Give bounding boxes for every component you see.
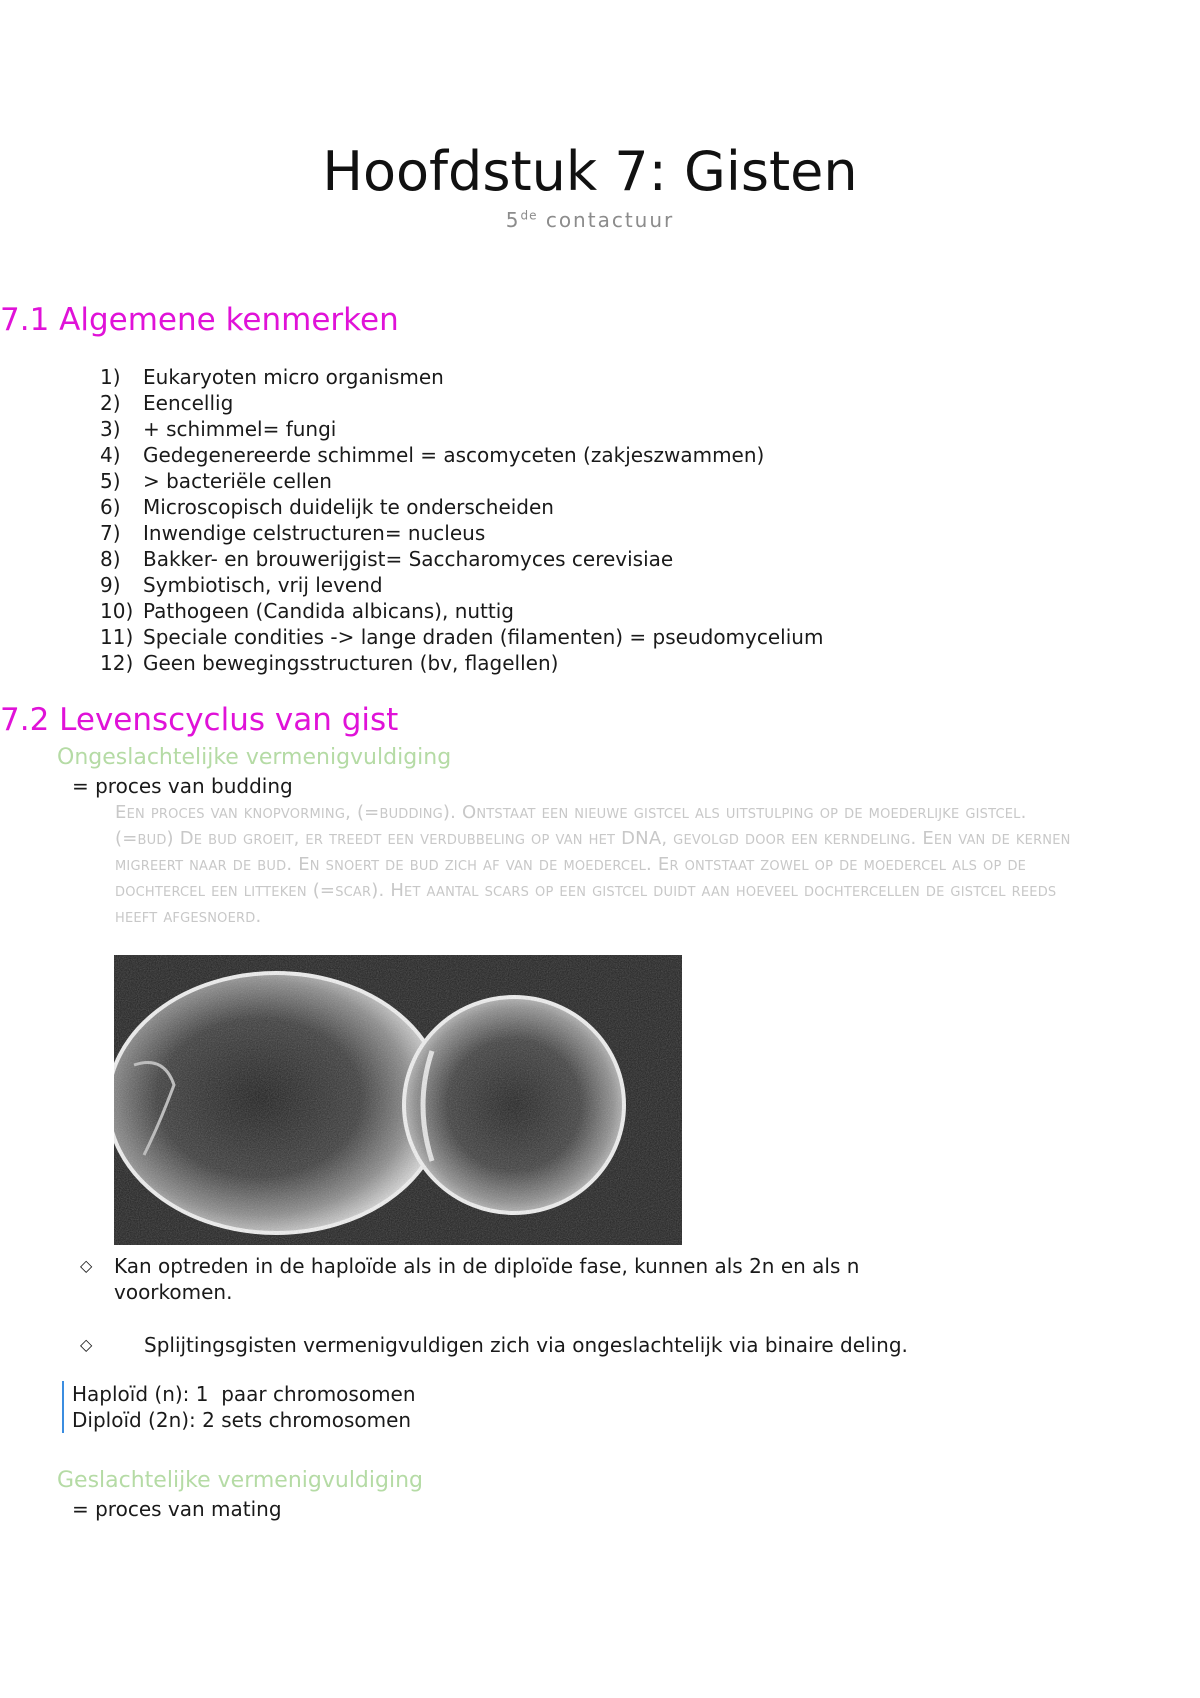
list-item	[100, 442, 823, 468]
list-item-number: 9)	[100, 573, 121, 597]
bullet-point	[80, 1332, 1080, 1358]
bullet-text-line1: Splijtingsgisten vermenigvuldigen zich via ongeslachtelijk via binaire deling.	[144, 1333, 908, 1357]
section-heading-levenscyclus: 7.2 Levenscyclus van gist	[0, 702, 399, 738]
note-diploid: Diploïd (2n): 2 sets chromosomen	[72, 1408, 412, 1432]
bullet-text-line1: Kan optreden in de haploïde als in de diploïde fase, kunnen als 2n en als n	[114, 1254, 860, 1278]
list-item-text: Geen bewegingsstructuren (bv, flagellen)	[143, 651, 559, 675]
list-item-text: Inwendige celstructuren= nucleus	[143, 521, 486, 545]
budding-definition: = proces van budding	[72, 774, 293, 798]
micrograph-grain	[114, 955, 682, 1245]
list-item-number: 2)	[100, 391, 121, 415]
yeast-cell-illustration	[114, 955, 682, 1245]
chromosome-note	[62, 1381, 416, 1433]
list-item	[100, 494, 823, 520]
subheading-ongeslachtelijke: Ongeslachtelijke vermenigvuldiging	[57, 745, 452, 770]
list-item	[100, 572, 823, 598]
list-item-text: Bakker- en brouwerijgist= Saccharomyces cerevisiae	[143, 547, 674, 571]
note-haploid: Haploïd (n): 1 paar chromosomen	[72, 1382, 416, 1406]
list-item-number: 10)	[100, 599, 134, 623]
document-title: Hoofdstuk 7: Gisten	[322, 140, 858, 203]
list-item	[100, 416, 823, 442]
diamond-bullet-icon: ◇	[80, 1335, 93, 1354]
list-item-number: 3)	[100, 417, 121, 441]
list-item-number: 8)	[100, 547, 121, 571]
subtitle-text: contactuur	[537, 208, 675, 232]
list-item-text: + schimmel= fungi	[143, 417, 337, 441]
list-item	[100, 598, 823, 624]
diamond-bullet-icon: ◇	[80, 1256, 93, 1275]
list-item-text: Pathogeen (Candida albicans), nuttig	[143, 599, 514, 623]
subtitle-number: 5	[505, 208, 521, 232]
list-item-text: Eencellig	[143, 391, 234, 415]
budding-yeast-micrograph	[114, 955, 682, 1245]
list-item	[100, 546, 823, 572]
list-item-text: Speciale condities -> lange draden (filamenten) = pseudomycelium	[143, 625, 824, 649]
list-item	[100, 390, 823, 416]
subheading-geslachtelijke: Geslachtelijke vermenigvuldiging	[57, 1468, 423, 1493]
list-item-number: 7)	[100, 521, 121, 545]
list-item-text: > bacteriële cellen	[143, 469, 332, 493]
list-item-number: 4)	[100, 443, 121, 467]
list-item-number: 5)	[100, 469, 121, 493]
list-item-text: Gedegenereerde schimmel = ascomyceten (zakjeszwammen)	[143, 443, 765, 467]
list-item	[100, 468, 823, 494]
list-item-text: Symbiotisch, vrij levend	[143, 573, 383, 597]
list-item-text: Microscopisch duidelijk te onderscheiden	[143, 495, 554, 519]
list-item-number: 1)	[100, 365, 121, 389]
list-item-number: 6)	[100, 495, 121, 519]
list-item-number: 12)	[100, 651, 134, 675]
list-item	[100, 624, 823, 650]
bullet-text-line2: voorkomen.	[114, 1280, 233, 1304]
list-item	[100, 364, 823, 390]
kenmerken-list	[100, 364, 823, 676]
list-item-number: 11)	[100, 625, 134, 649]
list-item-text: Eukaryoten micro organismen	[143, 365, 444, 389]
list-item	[100, 520, 823, 546]
section-heading-algemene-kenmerken: 7.1 Algemene kenmerken	[0, 302, 399, 338]
bullet-point	[80, 1253, 1080, 1305]
document-subtitle	[0, 208, 1180, 232]
list-item	[100, 650, 823, 676]
budding-description: Een proces van knopvorming, (=budding). Ontstaat een nieuwe gistcel als uitstulping op de moederlijke gistcel. (=bud) De bud groeit, er treedt een verdubbeling op van het DNA, gevolgd door een kerndeling. Een van de kernen migreert naar de bud. En snoert de bud zich af van de moedercel. Er ontstaat zowel op de moedercel als op de dochtercel een litteken (=scar). Het aantal scars op een gistcel duidt aan hoeveel dochtercellen de gistcel reeds heeft afgesnoerd.	[115, 802, 1071, 927]
subtitle-suffix: de	[520, 208, 538, 223]
mating-definition: = proces van mating	[72, 1497, 282, 1521]
